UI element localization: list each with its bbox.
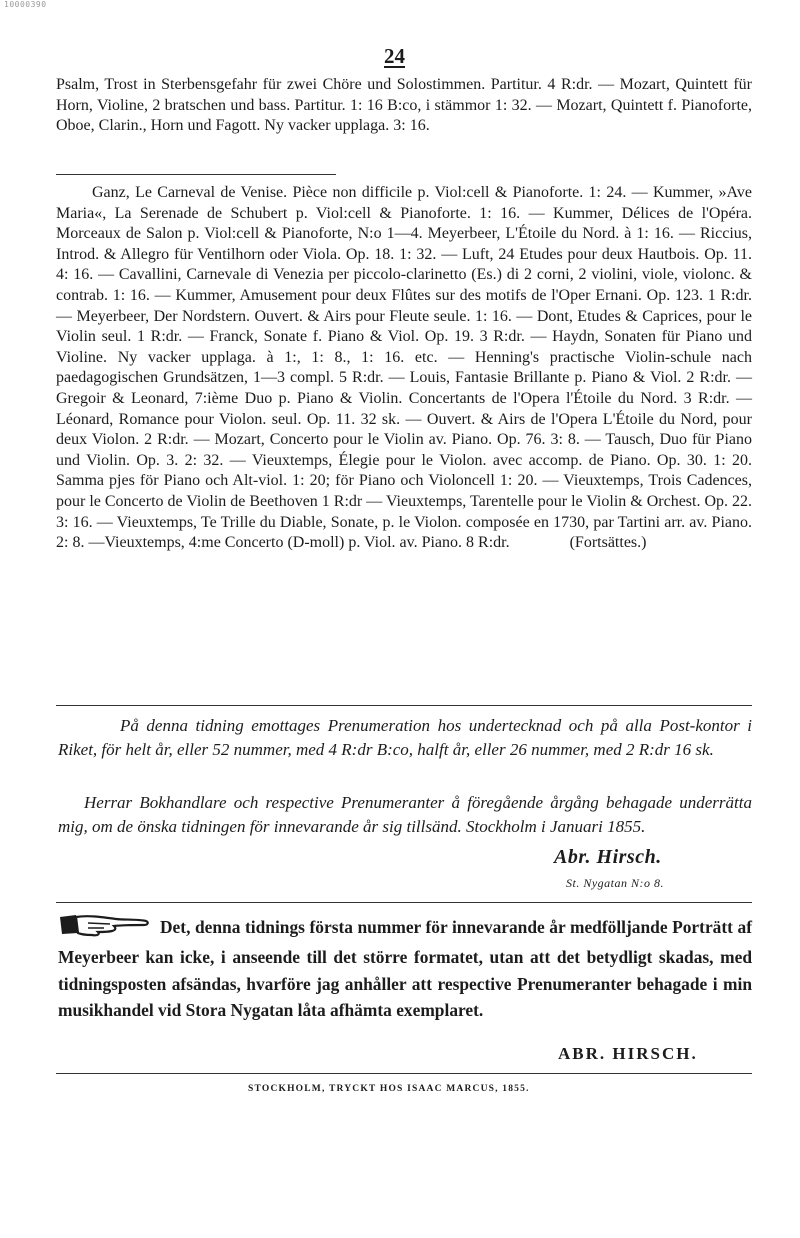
catalog-paragraph-1: Psalm, Trost in Sterbensgefahr für zwei Chöre und Solostimmen. Partitur. 4 R:dr. — Mozart, Quintett für Horn, Violine, 2 bratschen und bass. Partitur. 1: 16 B:co, i stämmor 1: 32. — Mozart, Quintett f. Pianoforte, Oboe, Clarin., Horn und Fagott. Ny vacker upplaga. 3: 16. (56, 76, 752, 135)
catalog-paragraph-2 (56, 183, 752, 554)
portrait-notice-text: Det, denna tidnings första nummer för innevarande år medfölljande Porträtt af Meyerbeer kan icke, i anseende till det större formatet, utan att det betydligt skadas, med tidningsposten afsändas, hvarföre jag anhåller att respective Prenumeranter behagade i min musikhandel vid Stora Nygatan låta afhämta exemplaret. (58, 917, 752, 1021)
notice-signature: ABR. HIRSCH. (558, 1044, 698, 1063)
subscription-notice: På denna tidning emottages Prenumeration hos undertecknad och på alla Post-kontor i Riket, för helt år, eller 52 nummer, med 4 R:dr B:co, halft år, eller 26 nummer, med 2 R:dr 16 sk. (58, 716, 752, 759)
corner-mark: 10000390 (4, 0, 47, 9)
continuation-note: (Fortsättes.) (569, 534, 647, 552)
page-number: 24 (384, 44, 405, 68)
portrait-notice (58, 911, 752, 1024)
footer-divider (56, 1073, 752, 1074)
publisher-signature: Abr. Hirsch. (554, 846, 662, 868)
short-divider (56, 174, 336, 175)
publisher-address: St. Nygatan N:o 8. (566, 876, 664, 890)
bookseller-notice: Herrar Bokhandlare och respective Prenumeranter å föregående årgång behagade underrätta mig, om de önska tidningen för innevarande år sig tillsänd. Stockholm i Januari 1855. (58, 793, 752, 836)
pointing-hand-icon (58, 911, 150, 944)
printer-imprint: STOCKHOLM, TRYCKT HOS ISAAC MARCUS, 1855. (248, 1084, 530, 1094)
catalog-paragraph-2-text: Ganz, Le Carneval de Venise. Pièce non difficile p. Viol:cell & Pianoforte. 1: 24. — Kummer, »Ave Maria«, La Serenade de Schubert p. Viol:cell & Pianoforte. 1: 16. — Kummer, Délices de l'Opéra. Morceaux de Salon p. Viol:cell & Pianoforte, N:o 1—4. Meyerbeer, L'Étoile du Nord. à 1: 16. — Riccius, Introd. & Allegro für Ventilhorn oder Viola. Op. 18. 1: 32. — Luft, 24 Etudes pour deux Hautbois. Op. 11. 4: 16. — Cavallini, Carnevale di Venezia per piccolo-clarinetto (Es.) di 2 corni, 2 violini, viole, violonc. & contrab. 1: 16. — Kummer, Amusement pour deux Flûtes sur des motifs de l'Oper Ernani. Op. 123. 1 R:dr. — Meyerbeer, Der Nordstern. Ouvert. & Airs pour Fleute seule. 1: 16. — Dont, Etudes & Caprices, pour le Violin seul. 1 R:dr. — Franck, Sonate f. Piano & Viol. Op. 19. 3 R:dr. — Haydn, Sonaten für Piano und Violine. Ny vacker upplaga. à 1:, 1: 8., 1: 16. etc. — Henning's practische Violin-schule nach paedagogischen Grundsätzen, 1—3 compl. 5 R:dr. — Louis, Fantasie Brillante p. Piano & Viol. 2 R:dr. — Gregoir & Leonard, 7:ième Duo p. Piano & Violin. Concertants de l'Opera l'Étoile du Nord. 3 R:dr. — Léonard, Romance pour Violon. seul. Op. 11. 32 sk. — Ouvert. & Airs de l'Opera L'Étoile du Nord, pour deux Violon. 2 R:dr. — Mozart, Concerto pour le Violin av. Piano. Op. 76. 3: 8. — Tausch, Duo für Piano und Violin. Op. 3. 2: 32. — Vieuxtemps, Élegie pour le Violon. avec accomp. de Piano. Op. 30. 1: 20. Samma pjes för Piano och Alt-viol. 1: 20; för Piano och Violoncell 1: 20. — Vieuxtemps, Trois Cadences, pour le Concerto de Violin de Beethoven 1 R:dr — Vieuxtemps, Tarentelle pour le Violin & Orchest. Op. 22. 3: 16. — Vieuxtemps, Te Trille du Diable, Sonate, p. le Violon. composée en 1730, par Tartini arr. av. Piano. 2: 8. —Vieuxtemps, 4:me Concerto (D-moll) p. Viol. av. Piano. 8 R:dr. (56, 184, 753, 552)
section-divider-2 (56, 902, 752, 903)
section-divider-1 (56, 705, 752, 706)
